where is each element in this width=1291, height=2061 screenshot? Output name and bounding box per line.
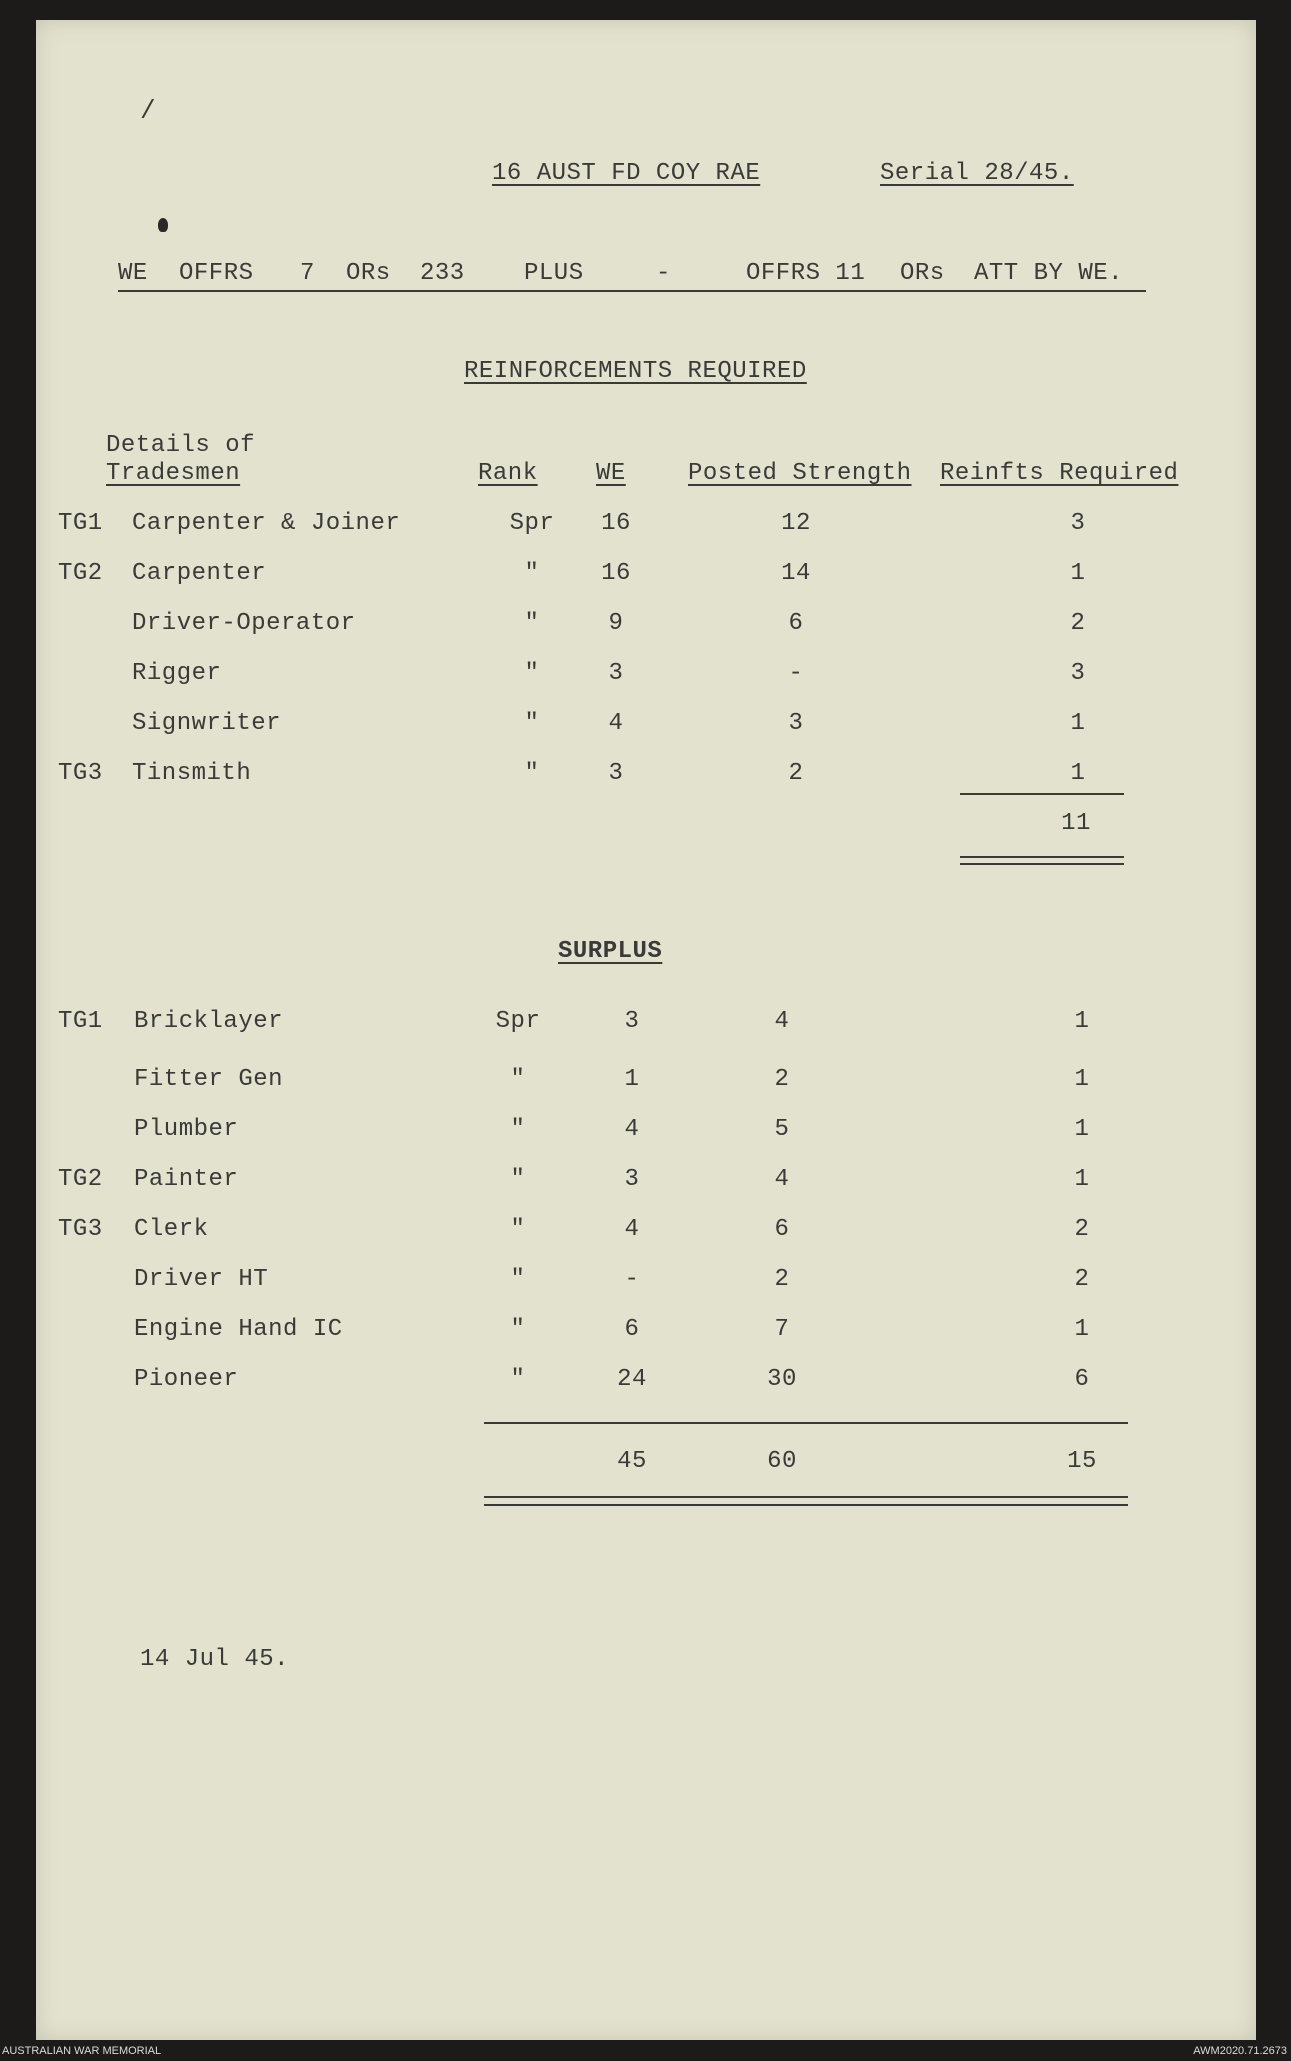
trade-name: Fitter Gen xyxy=(134,1066,284,1093)
trade-name: Engine Hand IC xyxy=(134,1316,343,1343)
trade-name: Clerk xyxy=(134,1216,209,1243)
header-details: Details of xyxy=(106,432,256,459)
trade-name: Carpenter & Joiner xyxy=(132,510,401,537)
posted-value: 14 xyxy=(781,560,811,587)
required-value: 6 xyxy=(1074,1366,1090,1393)
posted-value: 7 xyxy=(774,1316,790,1343)
rank: Spr xyxy=(495,1008,541,1035)
posted-value: 4 xyxy=(774,1008,790,1035)
required-value: 2 xyxy=(1074,1216,1090,1243)
rank: " xyxy=(524,760,540,787)
posted-value: 2 xyxy=(788,760,804,787)
reinforcements-title: REINFORCEMENTS REQUIRED xyxy=(464,358,807,385)
posted-value: 6 xyxy=(774,1216,790,1243)
required-value: 1 xyxy=(1074,1316,1090,1343)
trade-name: Driver HT xyxy=(134,1266,269,1293)
surplus-double-rule-bottom xyxy=(484,1504,1128,1506)
rank: " xyxy=(524,560,540,587)
rank: " xyxy=(510,1316,526,1343)
rank: " xyxy=(510,1266,526,1293)
punch-hole-mark xyxy=(158,218,168,232)
required-value: 1 xyxy=(1074,1166,1090,1193)
trade-group: TG3 xyxy=(58,760,103,787)
posted-value: 30 xyxy=(767,1366,797,1393)
posted-value: 2 xyxy=(774,1066,790,1093)
trade-group: TG2 xyxy=(58,560,103,587)
serial-number: Serial 28/45. xyxy=(880,160,1074,187)
trade-group: TG2 xyxy=(58,1166,103,1193)
trade-group: TG3 xyxy=(58,1216,103,1243)
trade-name: Tinsmith xyxy=(132,760,252,787)
we-value: - xyxy=(624,1266,640,1293)
posted-value: 5 xyxy=(774,1116,790,1143)
plus-label: PLUS xyxy=(524,260,584,287)
required-value: 2 xyxy=(1070,610,1086,637)
we-value: 24 xyxy=(617,1366,647,1393)
rank: " xyxy=(510,1366,526,1393)
required-value: 1 xyxy=(1070,560,1086,587)
we-value: 6 xyxy=(624,1316,640,1343)
document-date: 14 Jul 45. xyxy=(140,1646,290,1673)
header-rank: Rank xyxy=(478,460,538,487)
posted-value: 4 xyxy=(774,1166,790,1193)
header-we: WE xyxy=(596,460,626,487)
trade-name: Rigger xyxy=(132,660,222,687)
we-value: 4 xyxy=(624,1116,640,1143)
att-by-we-label: ATT BY WE. xyxy=(974,260,1124,287)
required-value: 1 xyxy=(1074,1116,1090,1143)
we-value: 3 xyxy=(624,1008,640,1035)
we-value: 16 xyxy=(601,510,631,537)
rank: " xyxy=(510,1066,526,1093)
we-label: WE xyxy=(118,260,148,287)
page-marker: / xyxy=(140,96,157,126)
reinforcements-total: 11 xyxy=(1061,810,1091,837)
trade-name: Plumber xyxy=(134,1116,239,1143)
rank: " xyxy=(524,610,540,637)
surplus-total-we: 45 xyxy=(617,1448,647,1475)
total-double-rule-bottom xyxy=(960,863,1124,865)
trade-name: Painter xyxy=(134,1166,239,1193)
ors-label: ORs xyxy=(346,260,391,287)
footer-institution: AUSTRALIAN WAR MEMORIAL xyxy=(2,2045,162,2057)
header-tradesmen: Tradesmen xyxy=(106,460,241,487)
strength-dash: - xyxy=(656,260,671,287)
trade-group: TG1 xyxy=(58,510,103,537)
offrs-label: OFFRS xyxy=(179,260,254,287)
archive-footer xyxy=(0,2041,1291,2061)
rank: " xyxy=(524,710,540,737)
surplus-total-posted: 60 xyxy=(767,1448,797,1475)
header-reinfts-required: Reinfts Required xyxy=(940,460,1179,487)
rank: " xyxy=(510,1116,526,1143)
posted-value: 6 xyxy=(788,610,804,637)
surplus-subtotal-rule xyxy=(484,1422,1128,1424)
we-value: 9 xyxy=(608,610,624,637)
posted-value: 12 xyxy=(781,510,811,537)
rank: " xyxy=(510,1166,526,1193)
required-value: 1 xyxy=(1074,1008,1090,1035)
we-value: 1 xyxy=(624,1066,640,1093)
required-value: 1 xyxy=(1070,760,1086,787)
surplus-double-rule-top xyxy=(484,1496,1128,1498)
trade-name: Signwriter xyxy=(132,710,282,737)
required-value: 1 xyxy=(1074,1066,1090,1093)
offrs-value: 7 xyxy=(300,260,315,287)
we-value: 16 xyxy=(601,560,631,587)
total-double-rule-top xyxy=(960,856,1124,858)
rank: " xyxy=(524,660,540,687)
surplus-title: SURPLUS xyxy=(558,938,663,965)
trade-name: Bricklayer xyxy=(134,1008,284,1035)
trade-name: Driver-Operator xyxy=(132,610,356,637)
rank: " xyxy=(510,1216,526,1243)
subtotal-rule xyxy=(960,793,1124,795)
trade-name: Pioneer xyxy=(134,1366,239,1393)
posted-value: 3 xyxy=(788,710,804,737)
offrs-att-label: OFFRS 11 xyxy=(746,260,866,287)
required-value: 1 xyxy=(1070,710,1086,737)
trade-name: Carpenter xyxy=(132,560,267,587)
we-value: 4 xyxy=(624,1216,640,1243)
header-posted-strength: Posted Strength xyxy=(688,460,912,487)
ors-value: 233 xyxy=(420,260,465,287)
required-value: 3 xyxy=(1070,660,1086,687)
trade-group: TG1 xyxy=(58,1008,103,1035)
document-page xyxy=(36,20,1256,2040)
we-value: 3 xyxy=(608,760,624,787)
rank: Spr xyxy=(509,510,555,537)
we-value: 4 xyxy=(608,710,624,737)
we-value: 3 xyxy=(624,1166,640,1193)
surplus-total-required: 15 xyxy=(1067,1448,1097,1475)
posted-value: 2 xyxy=(774,1266,790,1293)
ors-att-label: ORs xyxy=(900,260,945,287)
we-value: 3 xyxy=(608,660,624,687)
required-value: 3 xyxy=(1070,510,1086,537)
required-value: 2 xyxy=(1074,1266,1090,1293)
unit-name: 16 AUST FD COY RAE xyxy=(492,160,761,187)
posted-value: - xyxy=(788,660,804,687)
footer-catalogue-id: AWM2020.71.2673 xyxy=(1193,2045,1287,2057)
